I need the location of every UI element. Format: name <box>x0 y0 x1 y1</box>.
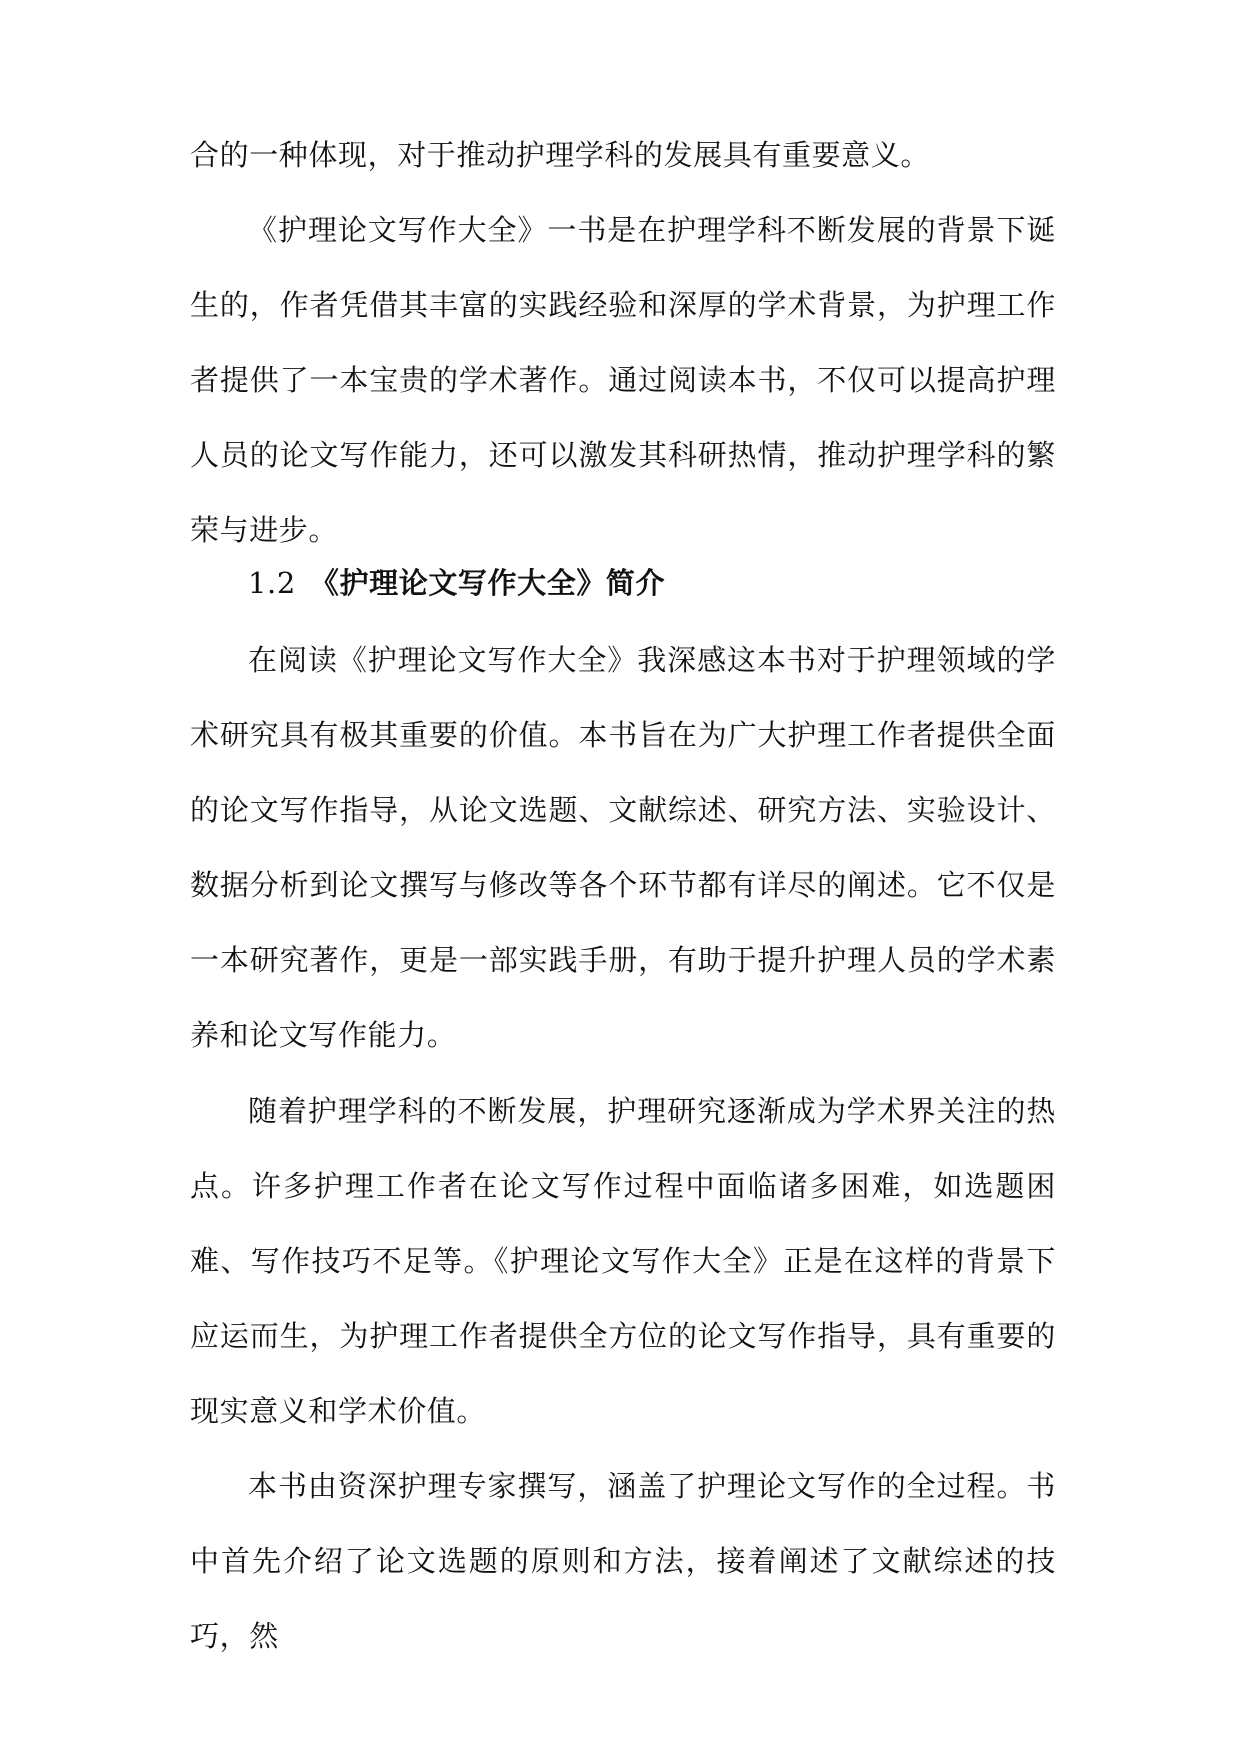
paragraph-book-content: 本书由资深护理专家撰写，涵盖了护理论文写作的全过程。书中首先介绍了论文选题的原则和方法，接着阐述了文献综述的技巧，然 <box>190 1469 1056 1653</box>
paragraph-research-context: 随着护理学科的不断发展，护理研究逐渐成为学术界关注的热点。许多护理工作者在论文写作过程中面临诸多困难，如选题困难、写作技巧不足等。《护理论文写作大全》正是在这样的背景下应运而生，为护理工作者提供全方位的论文写作指导，具有重要的现实意义和学术价值。 <box>190 1094 1056 1428</box>
section-title: 《护理论文写作大全》简介 <box>309 566 666 600</box>
section-heading <box>248 546 665 621</box>
paragraph-book-background: 《护理论文写作大全》一书是在护理学科不断发展的背景下诞生的，作者凭借其丰富的实践经验和深厚的学术背景，为护理工作者提供了一本宝贵的学术著作。通过阅读本书，不仅可以提高护理人员的论文写作能力，还可以激发其科研热情，推动护理学科的繁荣与进步。 <box>190 213 1056 547</box>
section-number: 1.2 <box>248 566 296 600</box>
paragraph-book-intro: 在阅读《护理论文写作大全》我深感这本书对于护理领域的学术研究具有极其重要的价值。本书旨在为广大护理工作者提供全面的论文写作指导，从论文选题、文献综述、研究方法、实验设计、数据分析到论文撰写与修改等各个环节都有详尽的阐述。它不仅是一本研究著作，更是一部实践手册，有助于提升护理人员的学术素养和论文写作能力。 <box>190 643 1056 1052</box>
paragraph-continued: 合的一种体现，对于推动护理学科的发展具有重要意义。 <box>190 138 931 172</box>
